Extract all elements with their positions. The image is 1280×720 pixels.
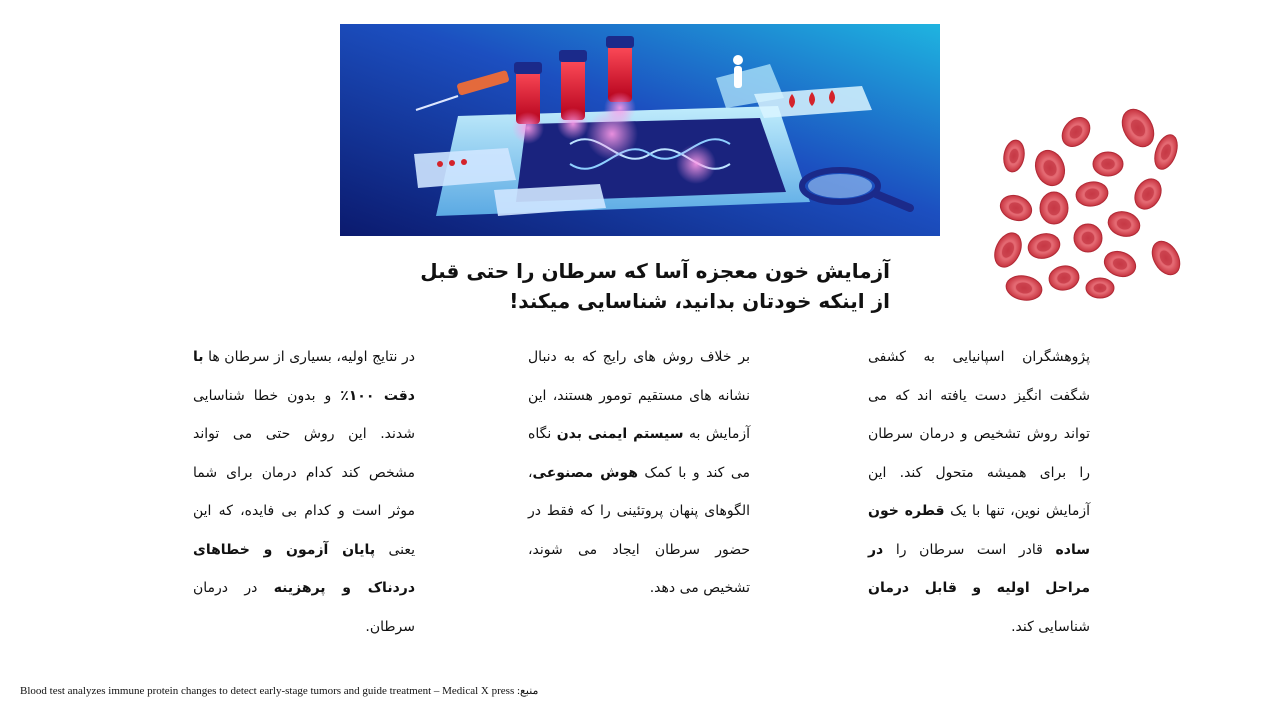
blood-cell-center bbox=[1082, 232, 1095, 245]
body-text: بر خلاف روش های رایج که به دنبال نشانه های مستقیم تومور هستند، این آزمایش به bbox=[528, 349, 750, 442]
blood-test-lab-illustration bbox=[340, 24, 940, 236]
emphasis-text: در مراحل اولیه و قابل درمان bbox=[868, 541, 1090, 596]
emphasis-text: پایان آزمون و خطاهای دردناک و پرهزینه bbox=[193, 541, 416, 596]
body-text: نگاه می کند و با کمک bbox=[528, 426, 751, 481]
body-text: و بدون خطا شناسایی شدند. این روش حتی می تواند مشخص کند کدام درمان برای شما موثر است و کدام بی فایده، که این یعنی bbox=[193, 387, 415, 558]
blood-cell-center bbox=[1101, 159, 1115, 170]
article-title: آزمایش خون معجزه آسا که سرطان را حتی قبل از اینکه خودتان بدانید، شناسایی میکند! bbox=[420, 259, 890, 313]
body-text: در نتایج اولیه، بسیاری از سرطان ها bbox=[203, 349, 415, 365]
emphasis-text: هوش مصنوعی bbox=[532, 464, 638, 481]
body-text: پژوهشگران اسپانیایی به کشفی شگفت انگیز دست یافته اند که می تواند روش تشخیص و درمان سرطان را برای همیشه متحول کند. این آزمایش نوین، تنها با یک bbox=[868, 349, 1091, 519]
source-citation: Blood test analyzes immune protein changes to detect early-stage tumors and guide treatment – Medical X press :منبع bbox=[20, 685, 539, 697]
blood-cell-center bbox=[1094, 284, 1107, 293]
paragraph-right bbox=[868, 338, 1090, 646]
body-text: قادر است سرطان را bbox=[883, 541, 1056, 558]
body-text: شناسایی کند. bbox=[1011, 618, 1090, 635]
body-text: در درمان سرطان. bbox=[193, 580, 415, 635]
body-text: ، الگوهای پنهان پروتئینی را که فقط در حضور سرطان ایجاد می شوند، تشخیص می دهد. bbox=[528, 464, 750, 596]
emphasis-text: با دقت ۱۰۰٪ bbox=[193, 349, 415, 404]
red-blood-cells-illustration bbox=[988, 108, 1186, 312]
paragraph-middle bbox=[528, 338, 750, 608]
paragraph-left bbox=[193, 338, 415, 646]
blood-cell-center bbox=[1048, 201, 1061, 215]
emphasis-text: سیستم ایمنی بدن bbox=[556, 426, 684, 442]
emphasis-text: قطره خون ساده bbox=[868, 503, 1090, 558]
